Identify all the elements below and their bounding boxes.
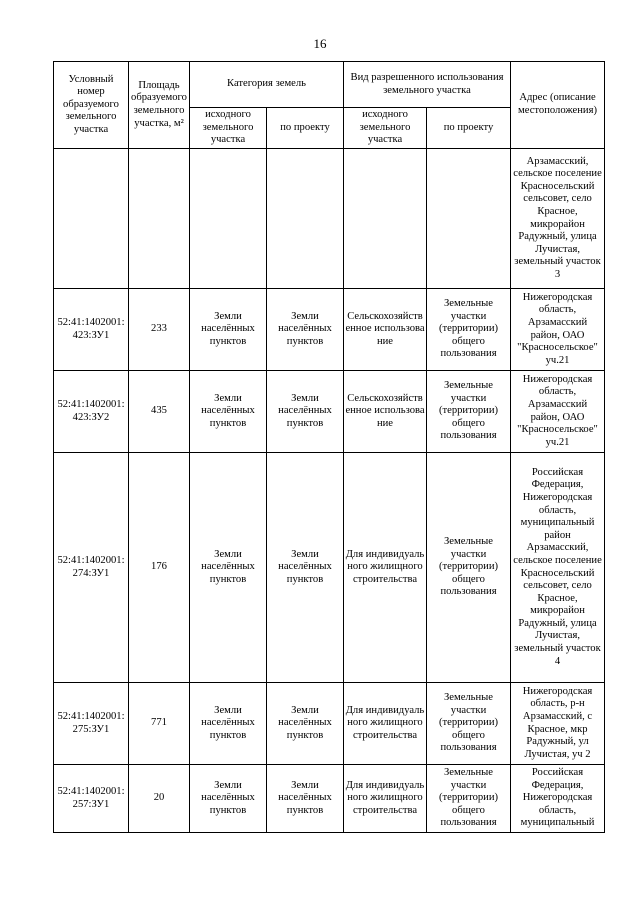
cell-address: Нижегородская область, Арзамасский район, ОАО "Красносельское" уч.21 (511, 289, 605, 371)
header-address: Адрес (описание местоположения) (511, 62, 605, 149)
cell-use-original: Сельскохозяйственное использование (344, 371, 427, 453)
cell-use-project: Земельные участки (территории) общего пользования (427, 289, 511, 371)
cell-conditional-number: 52:41:1402001:423:ЗУ1 (54, 289, 129, 371)
table-row (54, 453, 605, 683)
header-category-project: по проекту (267, 108, 344, 149)
table-row (54, 371, 605, 453)
page-number: 16 (313, 36, 327, 51)
cell-address: Российская Федерация, Нижегородская область, муниципальный район Арзамасский, сельское поселение Красносельский сельсовет, село Красное, микрорайон Радужный, улица Лучистая, земельный участок 4 (511, 453, 605, 683)
header-use-original: исходного земельного участка (344, 108, 427, 149)
header-category-original: исходного земельного участка (190, 108, 267, 149)
cell-conditional-number: 52:41:1402001:257:ЗУ1 (54, 765, 129, 833)
cell-area: 233 (129, 289, 190, 371)
cell-category-project: Земли населённых пунктов (267, 371, 344, 453)
cell-category-original (190, 149, 267, 289)
land-plots-table (53, 61, 605, 833)
table-row (54, 289, 605, 371)
cell-area: 435 (129, 371, 190, 453)
cell-use-original: Для индивидуального жилищного строительства (344, 453, 427, 683)
cell-address: Нижегородская область, р-н Арзамасский, с Красное, мкр Радужный, ул Лучистая, уч 2 (511, 683, 605, 765)
cell-category-project: Земли населённых пунктов (267, 453, 344, 683)
table-row (54, 683, 605, 765)
header-permitted-use: Вид разрешенного использования земельного участка (344, 62, 511, 108)
cell-category-original: Земли населённых пунктов (190, 765, 267, 833)
cell-conditional-number: 52:41:1402001:275:ЗУ1 (54, 683, 129, 765)
cell-category-original: Земли населённых пунктов (190, 453, 267, 683)
cell-category-project (267, 149, 344, 289)
cell-category-project: Земли населённых пунктов (267, 765, 344, 833)
cell-use-original: Для индивидуального жилищного строительства (344, 683, 427, 765)
cell-conditional-number: 52:41:1402001:423:ЗУ2 (54, 371, 129, 453)
cell-category-original: Земли населённых пунктов (190, 683, 267, 765)
cell-use-original: Для индивидуального жилищного строительства (344, 765, 427, 833)
cell-address: Нижегородская область, Арзамасский район, ОАО "Красносельское" уч.21 (511, 371, 605, 453)
cell-area: 176 (129, 453, 190, 683)
header-land-category: Категория земель (190, 62, 344, 108)
cell-category-project: Земли населённых пунктов (267, 289, 344, 371)
table-row (54, 149, 605, 289)
table-body (54, 149, 605, 833)
cell-area: 20 (129, 765, 190, 833)
cell-area: 771 (129, 683, 190, 765)
cell-address: Российская Федерация, Нижегородская область, муниципальный (511, 765, 605, 833)
cell-address: Арзамасский, сельское поселение Красносельский сельсовет, село Красное, микрорайон Радужный, улица Лучистая, земельный участок 3 (511, 149, 605, 289)
cell-conditional-number: 52:41:1402001:274:ЗУ1 (54, 453, 129, 683)
cell-use-project: Земельные участки (территории) общего пользования (427, 683, 511, 765)
cell-category-original: Земли населённых пунктов (190, 371, 267, 453)
header-use-project: по проекту (427, 108, 511, 149)
cell-area (129, 149, 190, 289)
cell-use-project: Земельные участки (территории) общего пользования (427, 371, 511, 453)
cell-use-original: Сельскохозяйственное использование (344, 289, 427, 371)
header-area: Площадь образуемого земельного участка, м² (129, 62, 190, 149)
cell-use-original (344, 149, 427, 289)
header-conditional-number: Условный номер образуемого земельного участка (54, 62, 129, 149)
table-row (54, 765, 605, 833)
cell-category-original: Земли населённых пунктов (190, 289, 267, 371)
cell-use-project: Земельные участки (территории) общего пользования (427, 765, 511, 833)
cell-conditional-number (54, 149, 129, 289)
cell-use-project: Земельные участки (территории) общего пользования (427, 453, 511, 683)
cell-use-project (427, 149, 511, 289)
cell-category-project: Земли населённых пунктов (267, 683, 344, 765)
